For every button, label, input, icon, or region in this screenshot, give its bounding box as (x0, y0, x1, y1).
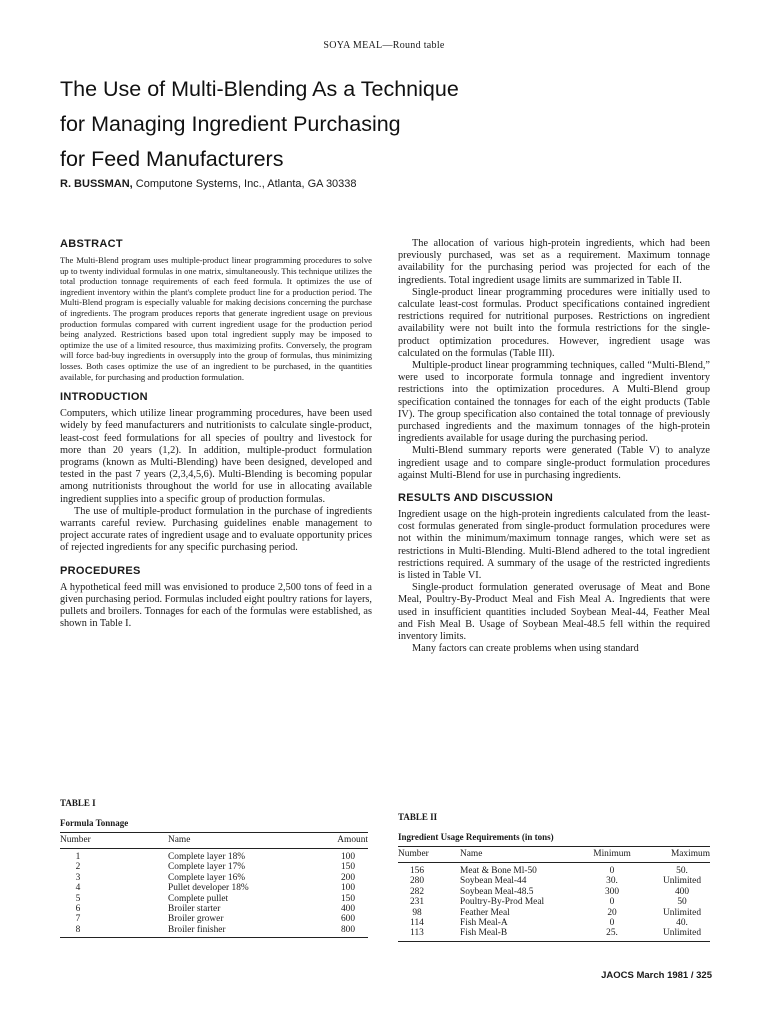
table-cell: 98 (412, 907, 422, 918)
abstract-text: The Multi-Blend program uses multiple-product linear programming procedures to solve up to twenty individual formulas in one matrix, simultaneously. This technique utilizes the total production tonnage requirements of each feed formula. It optimizes the use of ingredient inventory within the plant's complete product line for a production period. The Multi-Blend program is especially valuable for making decisions concerning the purchase of ingredients. The program produces reports that generate ingredient usage on previous production formulas compared with current ingredient usage for the production period being analyzed. Restrictions based upon total ingredient supply may be imposed to optimize the use of a limited resource, thus maximizing profits. Conversely, the program will force bad-buy ingredients in oversupply into the group of formulas, thus minimizing losses. Both cases optimize the use of an ingredient to be purchased, in the quantities available, for purchasing and production formulation. (60, 255, 372, 382)
table-cell: 100 (340, 852, 356, 862)
table-2-header-number: Number (398, 847, 460, 863)
right-column (398, 238, 710, 656)
table-2-title: TABLE II (398, 812, 438, 822)
table-cell: 30. (606, 876, 618, 887)
table-1-title: TABLE I (60, 798, 96, 808)
table-row (60, 883, 368, 893)
table-cell: Meat & Bone Ml-50 (460, 866, 537, 876)
table-cell: 0 (609, 897, 615, 908)
table-cell: 300 (604, 886, 620, 897)
introduction-paragraph-2: The use of multiple-product formulation in the purchase of ingredients warrants careful review. Purchasing guidelines enable management to project accurate rates of ingredient usage and to evaluate opportunity prices of rejected ingredients for any specific purchasing period. (60, 505, 372, 554)
table-cell: Unlimited (662, 907, 702, 918)
table-1 (60, 798, 368, 938)
running-head: SOYA MEAL—Round table (323, 40, 445, 51)
table-cell: 231 (409, 897, 425, 908)
table-row (60, 925, 368, 938)
title-line-3: for Feed Manufacturers (60, 147, 284, 171)
table-1-header-name: Name (168, 833, 308, 849)
table-cell: 100 (340, 883, 356, 894)
table-2-grid (398, 846, 710, 942)
table-cell: 50. (676, 866, 688, 876)
table-2-header-name: Name (460, 847, 580, 863)
table-cell: 7 (75, 914, 81, 925)
article-title (60, 72, 720, 177)
table-cell: Complete layer 17% (168, 862, 246, 873)
table-1-caption: Formula Tonnage (60, 818, 129, 828)
table-cell: Fish Meal-B (460, 928, 580, 941)
table-cell: Complete layer 18% (168, 852, 246, 862)
table-cell: 113 (398, 928, 460, 941)
table-cell: Unlimited (644, 928, 710, 941)
procedures-paragraph-1: A hypothetical feed mill was envisioned to produce 2,500 tons of feed in a given purchasing period. Formulas included eight poultry rations for layers, pullets and broilers. Tonnages for each of the formulas were established, as shown in Table I. (60, 581, 372, 630)
table-2-caption: Ingredient Usage Requirements (in tons) (398, 832, 554, 842)
table-2 (398, 812, 710, 942)
table-row (398, 863, 710, 877)
table-cell: Broiler grower (168, 914, 224, 925)
table-row (60, 873, 368, 883)
table-row (398, 897, 710, 907)
table-cell: Soybean Meal-44 (460, 876, 527, 887)
table-cell: 282 (409, 886, 425, 897)
table-row (398, 928, 710, 941)
table-row (60, 914, 368, 924)
table-cell: Broiler starter (168, 904, 221, 915)
table-row (398, 908, 710, 918)
table-1-header-row (60, 833, 368, 849)
table-cell: 200 (340, 872, 356, 883)
results-paragraph-1: Ingredient usage on the high-protein ingredients calculated from the least-cost formulas generated from single-product formulation procedures were not within the minimum/maximum tonnage ranges, which were set as restrictions in Multi-Blending. Multi-Blend adhered to the total ingredient restrictions required. A summary of the usage of the restricted ingredients is listed in Table VI. (398, 509, 710, 582)
author-affiliation: Computone Systems, Inc., Atlanta, GA 30338 (135, 178, 357, 190)
title-line-1: The Use of Multi-Blending As a Technique (60, 77, 459, 101)
table-cell: Broiler finisher (168, 925, 308, 938)
table-cell: 3 (75, 872, 81, 883)
table-cell: 8 (60, 925, 168, 938)
table-cell: 1 (75, 852, 81, 862)
table-cell: 600 (340, 914, 356, 925)
right-paragraph-1: The allocation of various high-protein ingredients, which had been previously purchased, was set as a requirement. Maximum tonnage availability for the purchasing period was projected for each of the ingredients. Total ingredient usage limits are summarized in Table II. (398, 238, 710, 286)
table-row (398, 887, 710, 897)
table-cell: 114 (410, 918, 424, 929)
table-cell: 2 (75, 862, 81, 873)
table-2-header-row (398, 847, 710, 863)
table-cell: Pullet developer 18% (168, 883, 249, 894)
table-row (398, 918, 710, 928)
table-cell: Unlimited (662, 876, 702, 887)
table-2-header-minimum: Minimum (580, 847, 644, 863)
table-cell: 6 (75, 904, 81, 915)
left-column (60, 238, 372, 630)
abstract-heading: ABSTRACT (60, 238, 123, 250)
table-cell: 280 (409, 876, 425, 887)
introduction-heading: INTRODUCTION (60, 391, 148, 404)
author-line (60, 178, 720, 190)
table-1-header-number: Number (60, 833, 168, 849)
table-row (60, 894, 368, 904)
table-cell: Feather Meal (460, 907, 510, 918)
table-1-grid (60, 832, 368, 938)
right-paragraph-3: Multiple-product linear programming techniques, called “Multi-Blend,” were used to incorporate formula tonnage and ingredient inventory restrictions into the optimization procedures. A Multi-Blend group specification contained the tonnages for each of the eight products (Table IV). The group specification also contained the total tonnage of previously purchased ingredients and the maximum tonnages of the high-protein ingredients available for usage during the purchasing period. (398, 360, 710, 445)
table-cell: Complete layer 16% (168, 872, 246, 883)
table-cell: 25. (580, 928, 644, 941)
table-cell: 4 (75, 883, 81, 894)
table-2-header-maximum: Maximum (644, 847, 710, 863)
table-cell: 400 (674, 886, 690, 897)
table-cell: 40. (676, 918, 688, 929)
table-cell: 5 (75, 893, 81, 904)
table-cell: 150 (340, 862, 356, 873)
table-row (60, 849, 368, 863)
table-row (398, 876, 710, 886)
table-cell: 0 (609, 918, 615, 929)
table-cell: 400 (340, 904, 356, 915)
table-cell: Fish Meal-A (460, 918, 508, 929)
table-cell: 150 (340, 893, 356, 904)
table-cell: 20 (607, 907, 617, 918)
right-paragraph-2: Single-product linear programming procedures were initially used to calculate least-cost formulas. Product specifications contained ingredient restrictions required for nutritional purposes. Restrictions on ingredient availability were not built into the formula restrictions for the single-product optimization procedures. However, ingredient usage was calculated on the formulas (Table III). (398, 286, 710, 359)
table-cell: Soybean Meal-48.5 (460, 886, 534, 897)
table-cell: Complete pullet (168, 893, 229, 904)
right-paragraph-4: Multi-Blend summary reports were generated (Table V) to analyze ingredient usage and to compare single-product formulation procedures against Multi-Blend for use in purchasing ingredients. (398, 445, 710, 481)
introduction-paragraph-1: Computers, which utilize linear programming procedures, have been used widely by feed manufacturers and nutritionists to calculate single-product, least-cost feed formulations for all species of poultry and livestock for more than 20 years (1,2). In addition, multiple-product formulation programs (known as Multi-Blending) have been designed, developed and tested in the past 7 years (2,3,4,5,6). Multi-Blending is becoming popular among nutritionists throughout the world for use in allocating available ingredient supplies into a specific group of production formulas. (60, 408, 372, 505)
table-cell: 156 (409, 866, 425, 876)
page-footer: JAOCS March 1981 / 325 (601, 970, 712, 981)
table-cell: 0 (609, 866, 615, 876)
results-paragraph-2: Single-product formulation generated overusage of Meat and Bone Meal, Poultry-By-Product Meal and Fish Meal A. Ingredients that were used in insufficient quantities included Soybean Meal-44, Feather Meal and Fish Meal B. Usage of Soybean Meal-48.5 fell within the required inventory limits. (398, 582, 710, 643)
author-name: R. BUSSMAN, (60, 178, 133, 190)
title-line-2: for Managing Ingredient Purchasing (60, 112, 401, 136)
procedures-heading: PROCEDURES (60, 564, 141, 577)
results-paragraph-3: Many factors can create problems when using standard (412, 643, 639, 655)
table-cell: 50 (677, 897, 687, 908)
table-row (60, 904, 368, 914)
table-cell: 800 (308, 925, 368, 938)
table-cell: Poultry-By-Prod Meal (460, 897, 545, 908)
table-row (60, 862, 368, 872)
table-1-header-amount: Amount (308, 833, 368, 849)
results-heading: RESULTS AND DISCUSSION (398, 492, 554, 505)
